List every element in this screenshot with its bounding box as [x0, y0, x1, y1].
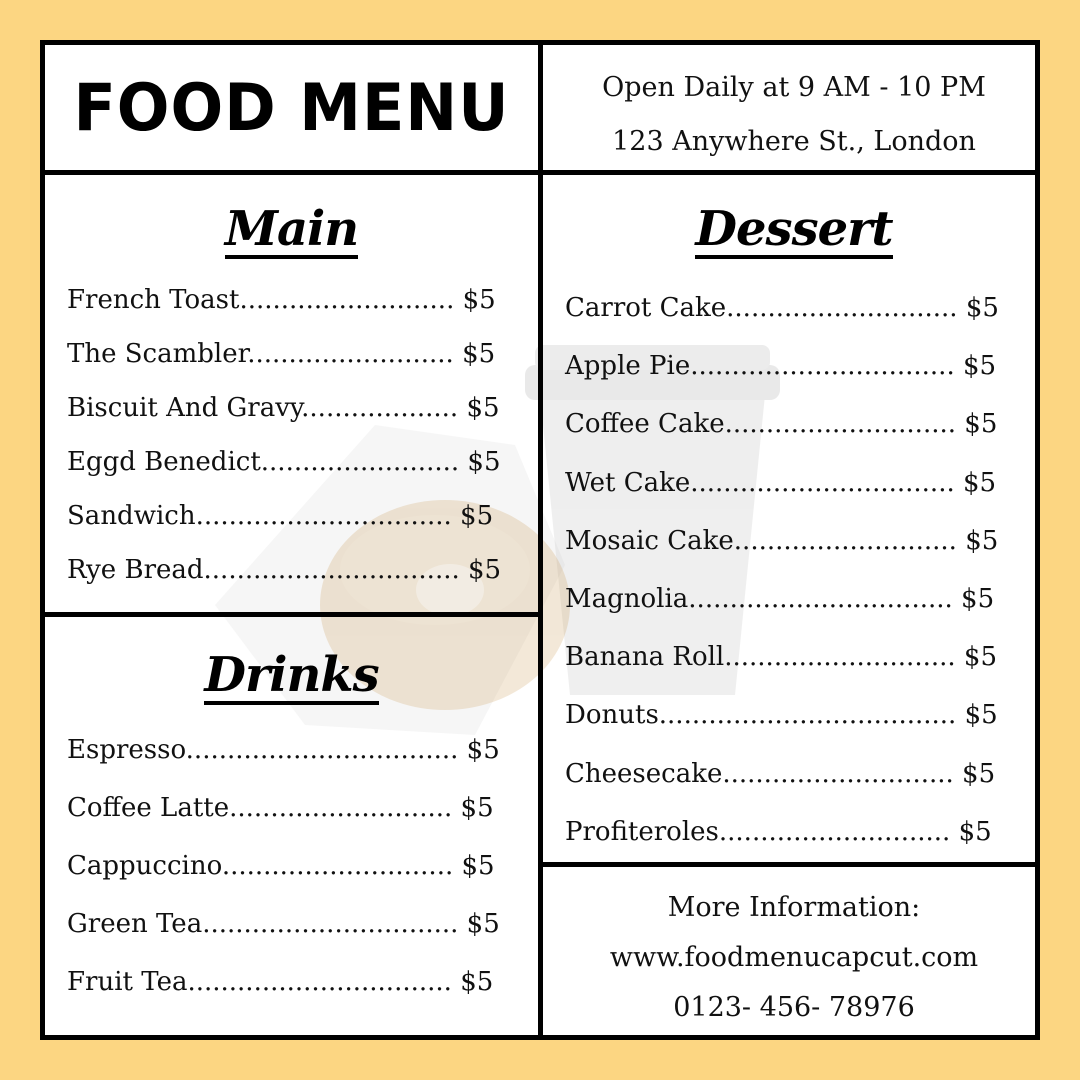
menu-item-name: Wet Cake	[565, 467, 691, 498]
menu-item-name: Coffee Cake	[565, 409, 725, 440]
menu-item-name: Banana Roll	[565, 642, 725, 673]
title-cell	[45, 45, 538, 170]
menu-item-name: French Toast	[67, 285, 240, 315]
menu-item	[67, 793, 494, 823]
menu-item-name: Rye Bread	[67, 555, 204, 585]
menu-item	[565, 817, 992, 847]
dot-leader: ............................	[724, 642, 964, 673]
dot-leader: ............................	[724, 409, 965, 440]
menu-item-name: Cappuccino	[67, 851, 222, 881]
dot-leader: ............................	[726, 293, 966, 323]
menu-item-name: Biscuit And Gravy	[67, 393, 302, 423]
menu-item	[67, 447, 501, 477]
menu-item-name: Green Tea	[67, 909, 203, 939]
menu-item-name: Mosaic Cake	[565, 525, 734, 556]
dot-leader: ...............................	[203, 555, 468, 585]
menu-item	[67, 339, 495, 369]
menu-item	[67, 967, 493, 997]
menu-item-price: $5	[963, 642, 998, 673]
menu-item	[67, 393, 500, 423]
menu-item-name: Profiteroles	[565, 816, 719, 847]
drinks-heading: Drinks	[204, 647, 379, 703]
dot-leader: ...........................	[733, 525, 966, 556]
menu-item	[67, 851, 495, 881]
menu-item-price: $5	[460, 501, 494, 531]
menu-item-price: $5	[965, 525, 999, 556]
header-divider	[45, 170, 1040, 175]
opening-hours: Open Daily at 9 AM - 10 PM	[602, 72, 986, 103]
menu-item-name: Apple Pie	[565, 351, 691, 382]
menu-item-name: Eggd Benedict	[67, 447, 261, 477]
menu-item	[565, 526, 998, 556]
dot-leader: ................................	[688, 584, 962, 614]
dot-leader: ........................	[260, 447, 468, 477]
menu-item	[565, 351, 996, 381]
menu-item-name: Carrot Cake	[565, 293, 727, 323]
menu-item-name: Cheesecake	[565, 758, 723, 789]
menu-item-name: Donuts	[565, 700, 659, 731]
menu-item-price: $5	[958, 816, 992, 847]
menu-item-price: $5	[468, 555, 502, 585]
menu-title: FOOD MENU	[73, 69, 510, 146]
menu-item	[565, 700, 998, 730]
dessert-info-divider	[540, 862, 1040, 867]
menu-item-name: Sandwich	[67, 501, 196, 531]
menu-item	[565, 642, 997, 672]
dessert-heading: Dessert	[695, 201, 893, 257]
info-cell	[543, 45, 1040, 170]
menu-item	[67, 285, 496, 315]
menu-item	[67, 735, 500, 765]
dot-leader: ....................................	[658, 700, 965, 731]
menu-item	[565, 409, 997, 439]
dot-leader: ...................	[301, 393, 467, 423]
dot-leader: ................................	[187, 967, 461, 997]
menu-item	[565, 584, 994, 614]
dot-leader: ............................	[221, 851, 462, 881]
menu-item	[67, 501, 493, 531]
menu-item	[565, 759, 995, 789]
vertical-divider	[538, 45, 543, 1040]
menu-item-price: $5	[964, 409, 998, 440]
menu-item-price: $5	[961, 584, 995, 614]
menu-item-name: Fruit Tea	[67, 967, 188, 997]
menu-item-price: $5	[466, 393, 500, 423]
dot-leader: ..........................	[239, 285, 463, 315]
more-info-cell	[543, 867, 1040, 1040]
dot-leader: .........................	[247, 339, 463, 369]
menu-item-price: $5	[466, 909, 500, 939]
main-section	[45, 175, 538, 612]
dot-leader: ...........................	[229, 793, 461, 823]
main-heading: Main	[224, 201, 359, 257]
menu-item	[67, 555, 501, 585]
main-drinks-divider	[45, 612, 540, 617]
menu-item-name: The Scambler	[67, 339, 248, 369]
menu-frame	[40, 40, 1040, 1040]
menu-item-name: Magnolia	[565, 584, 689, 614]
menu-item-name: Espresso	[67, 735, 186, 765]
dot-leader: ................................	[690, 351, 963, 382]
dessert-section	[543, 175, 1040, 862]
dot-leader: .................................	[185, 735, 467, 765]
more-info-label: More Information:	[667, 892, 921, 923]
menu-item	[67, 909, 500, 939]
dot-leader: ...............................	[202, 909, 467, 939]
menu-item-name: Coffee Latte	[67, 793, 230, 823]
menu-item-price: $5	[460, 793, 494, 823]
website-link[interactable]: www.foodmenucapcut.com	[609, 942, 979, 973]
menu-item	[565, 293, 999, 323]
menu-item-price: $5	[462, 339, 496, 369]
menu-item-price: $5	[467, 447, 501, 477]
menu-item-price: $5	[962, 758, 996, 789]
menu-item-price: $5	[460, 967, 494, 997]
dot-leader: ................................	[690, 467, 963, 498]
dot-leader: ...............................	[195, 501, 461, 531]
menu-item-price: $5	[462, 285, 496, 315]
menu-item-price: $5	[962, 467, 997, 498]
menu-item	[565, 468, 996, 498]
menu-item-price: $5	[964, 700, 998, 731]
menu-item-price: $5	[461, 851, 495, 881]
dot-leader: ............................	[718, 816, 959, 847]
menu-item-price: $5	[962, 351, 997, 382]
address: 123 Anywhere St., London	[612, 126, 976, 157]
menu-item-price: $5	[466, 735, 500, 765]
phone-number: 0123- 456- 78976	[673, 992, 915, 1023]
menu-item-price: $5	[965, 293, 999, 323]
dot-leader: ............................	[722, 758, 963, 789]
drinks-section	[45, 617, 538, 1040]
